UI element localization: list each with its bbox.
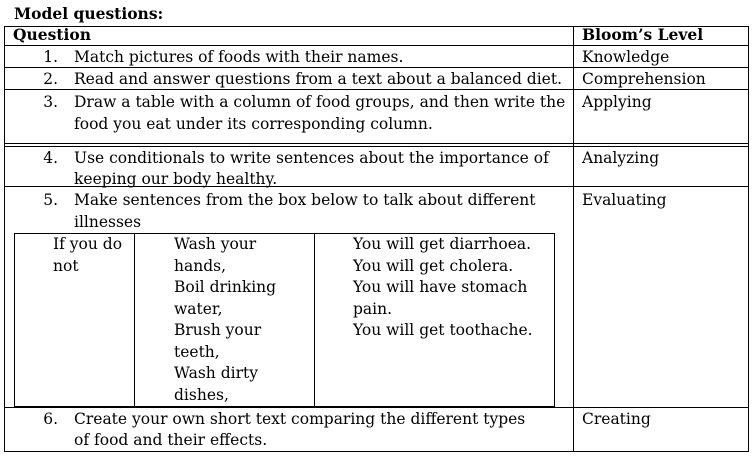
box-col3-line: You will get cholera.: [353, 257, 514, 275]
row-separator: [4, 143, 749, 144]
box-col2-line: Wash your: [174, 235, 257, 253]
bloom-level: Creating: [582, 410, 651, 428]
box-col2-line: Boil drinking: [174, 278, 277, 296]
bloom-level: Knowledge: [582, 48, 670, 66]
row-number: 5.: [43, 191, 58, 209]
row-number: 2.: [43, 70, 58, 88]
box-col3-line: You will get toothache.: [353, 321, 533, 339]
box-col2-line: teeth,: [174, 343, 220, 361]
box-col2-line: hands,: [174, 257, 227, 275]
box-column-divider: [314, 233, 315, 407]
box-col1-line: not: [53, 257, 79, 275]
box-col2-line: water,: [174, 300, 223, 318]
question-text: Read and answer questions from a text about a balanced diet.: [74, 70, 563, 88]
row-number: 1.: [43, 48, 58, 66]
question-text: of food and their effects.: [74, 431, 268, 449]
table-border-bottom: [4, 451, 749, 452]
box-col3-line: You will have stomach: [353, 278, 528, 296]
box-border-bottom: [14, 406, 555, 407]
bloom-level: Analyzing: [582, 149, 660, 167]
question-text: illnesses: [74, 213, 142, 231]
question-text: keeping our body healthy.: [74, 170, 278, 188]
box-column-divider: [134, 233, 135, 407]
box-col3-line: pain.: [353, 300, 393, 318]
question-text: Create your own short text comparing the different types: [74, 410, 526, 428]
box-border-left: [14, 233, 15, 407]
header-question: Question: [13, 25, 92, 44]
question-text: food you eat under its corresponding column.: [74, 115, 433, 133]
bloom-level: Comprehension: [582, 70, 706, 88]
page-title: Model questions:: [14, 4, 164, 23]
question-text: Match pictures of foods with their names.: [74, 48, 404, 66]
box-col2-line: Wash dirty: [174, 364, 258, 382]
row-number: 3.: [43, 93, 58, 111]
header-level: Bloom’s Level: [582, 25, 704, 44]
row-number: 4.: [43, 149, 58, 167]
question-text: Make sentences from the box below to talk about different: [74, 191, 536, 209]
model-questions-table: [4, 26, 749, 452]
question-text: Use conditionals to write sentences about the importance of: [74, 149, 549, 167]
bloom-level: Applying: [582, 93, 652, 111]
row-number: 6.: [43, 410, 58, 428]
question-text: Draw a table with a column of food groups, and then write the: [74, 93, 566, 111]
box-col1-line: If you do: [53, 235, 123, 253]
box-border-right: [554, 233, 555, 407]
box-col2-line: Brush your: [174, 321, 262, 339]
bloom-level: Evaluating: [582, 191, 667, 209]
box-col3-line: You will get diarrhoea.: [353, 235, 532, 253]
box-col2-line: dishes,: [174, 386, 229, 404]
